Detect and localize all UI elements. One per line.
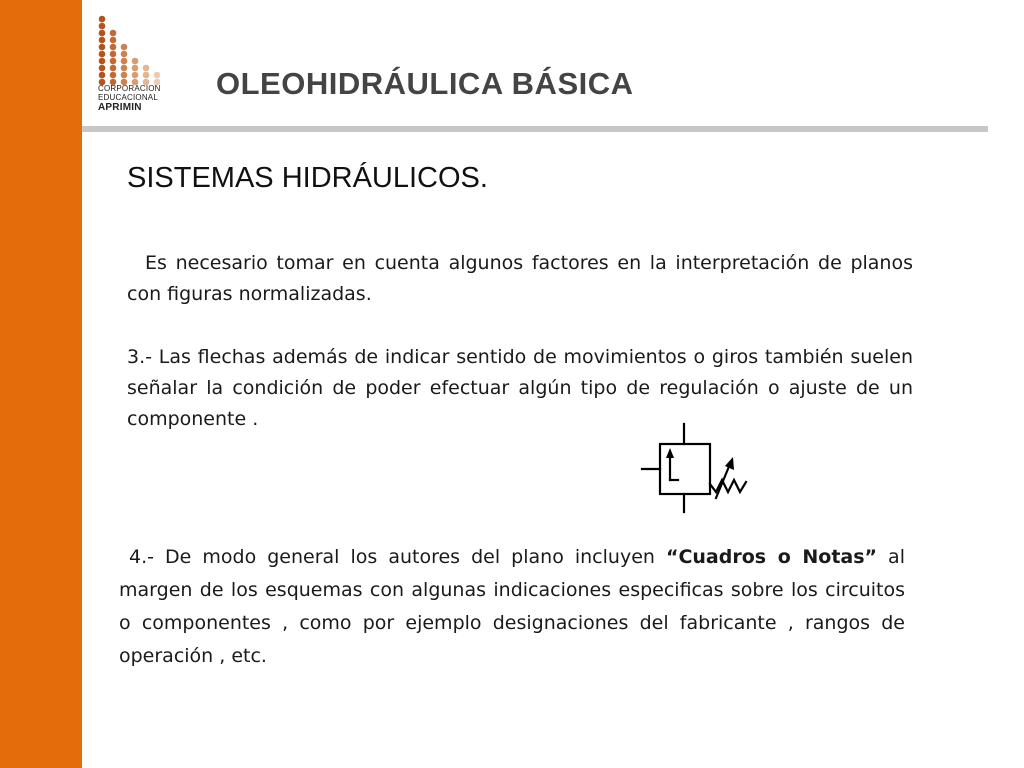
paragraph-notes-bold: “Cuadros o Notas” <box>665 546 878 568</box>
logo-dot <box>121 58 128 65</box>
logo-dot <box>110 37 117 44</box>
spring-icon <box>710 480 746 492</box>
logo-dot <box>99 37 106 44</box>
valve-body <box>660 444 710 494</box>
logo-dot <box>121 72 128 79</box>
logo-dot <box>99 30 106 37</box>
logo-dot <box>121 44 128 51</box>
title-divider <box>82 126 988 132</box>
logo-dot <box>99 16 106 23</box>
logo-line-1: CORPORACION <box>98 84 161 93</box>
paragraph-notes-prefix: 4.- De modo general los autores del plano incluyen <box>129 546 666 568</box>
page-title: OLEOHIDRÁULICA BÁSICA <box>216 66 634 101</box>
logo-dot <box>110 30 117 37</box>
logo-dot <box>110 65 117 72</box>
paragraph-notes-suffix: al margen de los esquemas con algunas indicaciones especificas sobre los circuitos o componentes , como por ejemplo designaciones del fabricante , rangos de operación , etc. <box>119 546 905 667</box>
flow-arrowhead-icon <box>666 448 674 458</box>
logo-dot <box>132 72 139 79</box>
paragraph-intro <box>127 248 913 310</box>
logo-dot <box>110 51 117 58</box>
logo-dot <box>110 58 117 65</box>
logo-line-2: EDUCACIONAL <box>98 93 158 102</box>
logo-dot <box>110 72 117 79</box>
logo-dot <box>99 72 106 79</box>
logo-dot <box>121 51 128 58</box>
paragraph-arrows: 3.- Las flechas además de indicar sentido de movimientos o giros también suelen señalar la condición de poder efectuar algún tipo de regulación o ajuste de un componente . <box>127 346 913 430</box>
logo-dot <box>143 65 150 72</box>
logo-text <box>98 84 176 113</box>
paragraph-intro-text: Es necesario tomar en cuenta algunos factores en la interpretación de planos con figuras normalizadas. <box>127 252 913 305</box>
logo-dot <box>143 72 150 79</box>
logo-dot <box>132 65 139 72</box>
paragraph-notes <box>119 541 905 673</box>
logo-dot <box>99 51 106 58</box>
logo-line-3: APRIMIN <box>98 102 142 113</box>
section-subtitle: SISTEMAS HIDRÁULICOS. <box>127 162 488 194</box>
logo-dot <box>99 44 106 51</box>
logo-dot <box>121 65 128 72</box>
logo-dot <box>99 65 106 72</box>
sidebar-band <box>0 0 82 768</box>
logo-dot <box>154 72 161 79</box>
logo-dot <box>99 23 106 30</box>
adjustable-valve-symbol-icon <box>636 420 756 516</box>
logo-dot <box>99 58 106 65</box>
logo-dot <box>110 44 117 51</box>
logo-dot <box>132 58 139 65</box>
